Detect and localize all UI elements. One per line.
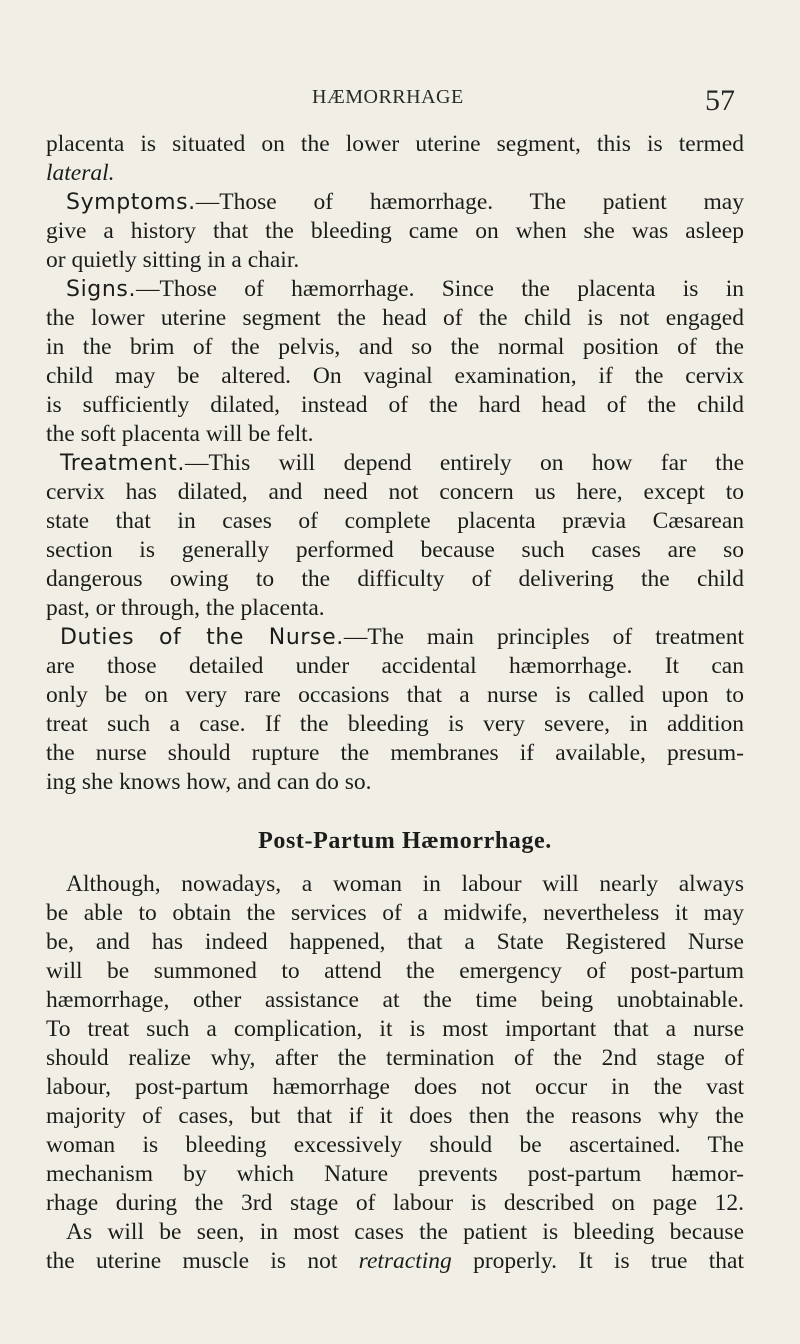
text-run: —Those of hæmorrhage. Since the placenta is in (136, 276, 744, 302)
text-line: or quietly sitting in a chair. (46, 247, 300, 273)
text-line: woman is bleeding excessively should be ascertained. The (46, 1132, 744, 1158)
body-text (46, 130, 744, 1276)
text-line: mechanism by which Nature prevents post-partum hæmor- (46, 1161, 744, 1187)
text-line: treat such a case. If the bleeding is very severe, in addition (46, 711, 744, 737)
signs-heading: Signs. (66, 277, 137, 302)
text-run: —The main principles of treatment (343, 624, 744, 650)
text-line: will be summoned to attend the emergency of post-partum (46, 958, 744, 984)
paragraph-treatment-first-line (46, 449, 744, 478)
text-run: the uterine muscle is not (46, 1248, 359, 1274)
treatment-heading: Treatment. (60, 451, 185, 476)
running-head: HÆMORRHAGE (312, 86, 464, 108)
text-line: majority of cases, but that if it does then the reasons why the (46, 1103, 744, 1129)
text-line: in the brim of the pelvis, and so the normal position of the (46, 334, 744, 360)
text-run: —Those of hæmorrhage. The patient may (195, 189, 744, 215)
page-number: 57 (705, 84, 735, 117)
paragraph-symptoms-first-line (46, 188, 744, 217)
text-line: To treat such a complication, it is most important that a nurse (46, 1016, 744, 1042)
text-line: As will be seen, in most cases the patient is bleeding because (66, 1219, 744, 1245)
text-line: placenta is situated on the lower uterine segment, this is termed (46, 131, 744, 157)
text-line: state that in cases of complete placenta prævia Cæsarean (46, 508, 744, 534)
text-line: the nurse should rupture the membranes if available, presum- (46, 740, 744, 766)
text-line: is sufficiently dilated, instead of the hard head of the child (46, 392, 744, 418)
text-line: child may be altered. On vaginal examination, if the cervix (46, 363, 744, 389)
text-line: dangerous owing to the difficulty of delivering the child (46, 566, 744, 592)
text-run: —This will depend entirely on how far the (184, 450, 744, 476)
text-line: give a history that the bleeding came on when she was asleep (46, 218, 744, 244)
text-line (46, 1247, 744, 1276)
text-line: labour, post-partum hæmorrhage does not occur in the vast (46, 1074, 744, 1100)
text-run: properly. It is true that (451, 1248, 744, 1274)
text-line: rhage during the 3rd stage of labour is described on page 12. (46, 1190, 744, 1216)
text-line (46, 159, 744, 188)
paragraph-duties-first-line (46, 623, 744, 652)
section-spacer (46, 797, 744, 827)
italic-text: retracting (358, 1248, 452, 1274)
duties-heading: Duties of the Nurse. (60, 625, 344, 650)
italic-text: lateral. (46, 160, 115, 186)
text-line: cervix has dilated, and need not concern us here, except to (46, 479, 744, 505)
text-line: hæmorrhage, other assistance at the time being unobtainable. (46, 987, 744, 1013)
symptoms-heading: Symptoms. (66, 190, 196, 215)
text-line: section is generally performed because such cases are so (46, 537, 744, 563)
text-line: be, and has indeed happened, that a State Registered Nurse (46, 929, 744, 955)
text-line: are those detailed under accidental hæmorrhage. It can (46, 653, 744, 679)
paragraph-signs-first-line (46, 275, 744, 304)
text-line: should realize why, after the termination of the 2nd stage of (46, 1045, 744, 1071)
text-line: past, or through, the placenta. (46, 595, 325, 621)
text-line: ing she knows how, and can do so. (46, 769, 372, 795)
text-line: be able to obtain the services of a midwife, nevertheless it may (46, 900, 744, 926)
text-line: the soft placenta will be felt. (46, 421, 314, 447)
section-heading: Post-Partum Hæmorrhage. (258, 828, 552, 854)
text-line: Although, nowadays, a woman in labour will nearly always (66, 871, 744, 897)
text-line: only be on very rare occasions that a nurse is called upon to (46, 682, 744, 708)
text-line: the lower uterine segment the head of the child is not engaged (46, 305, 744, 331)
